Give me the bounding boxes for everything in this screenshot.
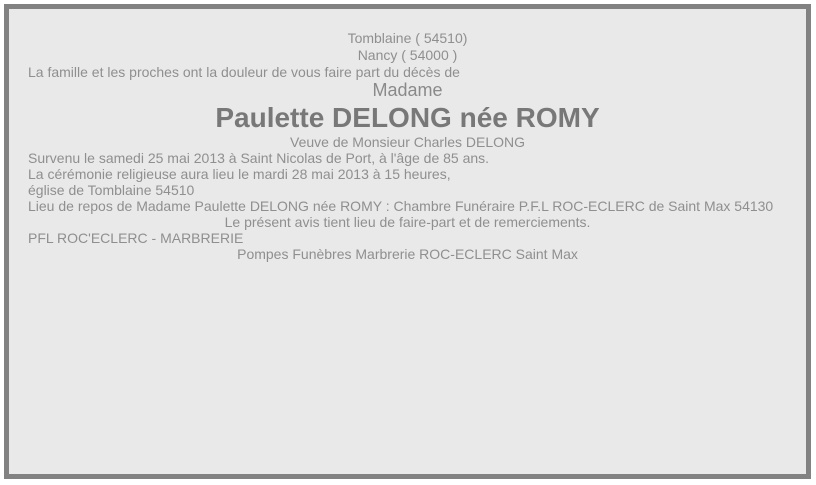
ceremony-line-2: église de Tomblaine 54510 [28,182,195,198]
ceremony-info [28,166,787,198]
repose-info: Lieu de repos de Madame Paulette DELONG née ROMY : Chambre Funéraire P.F.L ROC-ECLERC de Saint Max 54130 [28,198,774,214]
ceremony-line-1: La cérémonie religieuse aura lieu le mardi 28 mai 2013 à 15 heures, [28,166,451,182]
relation-text: Veuve de Monsieur Charles DELONG [290,134,525,150]
honorific: Madame [372,80,443,100]
locations [28,30,787,64]
death-info: Survenu le samedi 25 mai 2013 à Saint Nicolas de Port, à l'âge de 85 ans. [28,150,490,166]
footer-text: Pompes Funèbres Marbrerie ROC-ECLERC Saint Max [237,246,578,262]
location-line-2: Nancy ( 54000 ) [357,47,458,63]
location-line-1: Tomblaine ( 54510) [347,30,468,46]
intro-text: La famille et les proches ont la douleur de vous faire part du décès de [28,64,460,80]
funeral-home-name: PFL ROC'ECLERC - MARBRERIE [28,230,244,246]
deceased-name: Paulette DELONG née ROMY [215,102,600,133]
death-notice-card [4,4,811,479]
closing-text: Le présent avis tient lieu de faire-part et de remerciements. [224,214,591,230]
